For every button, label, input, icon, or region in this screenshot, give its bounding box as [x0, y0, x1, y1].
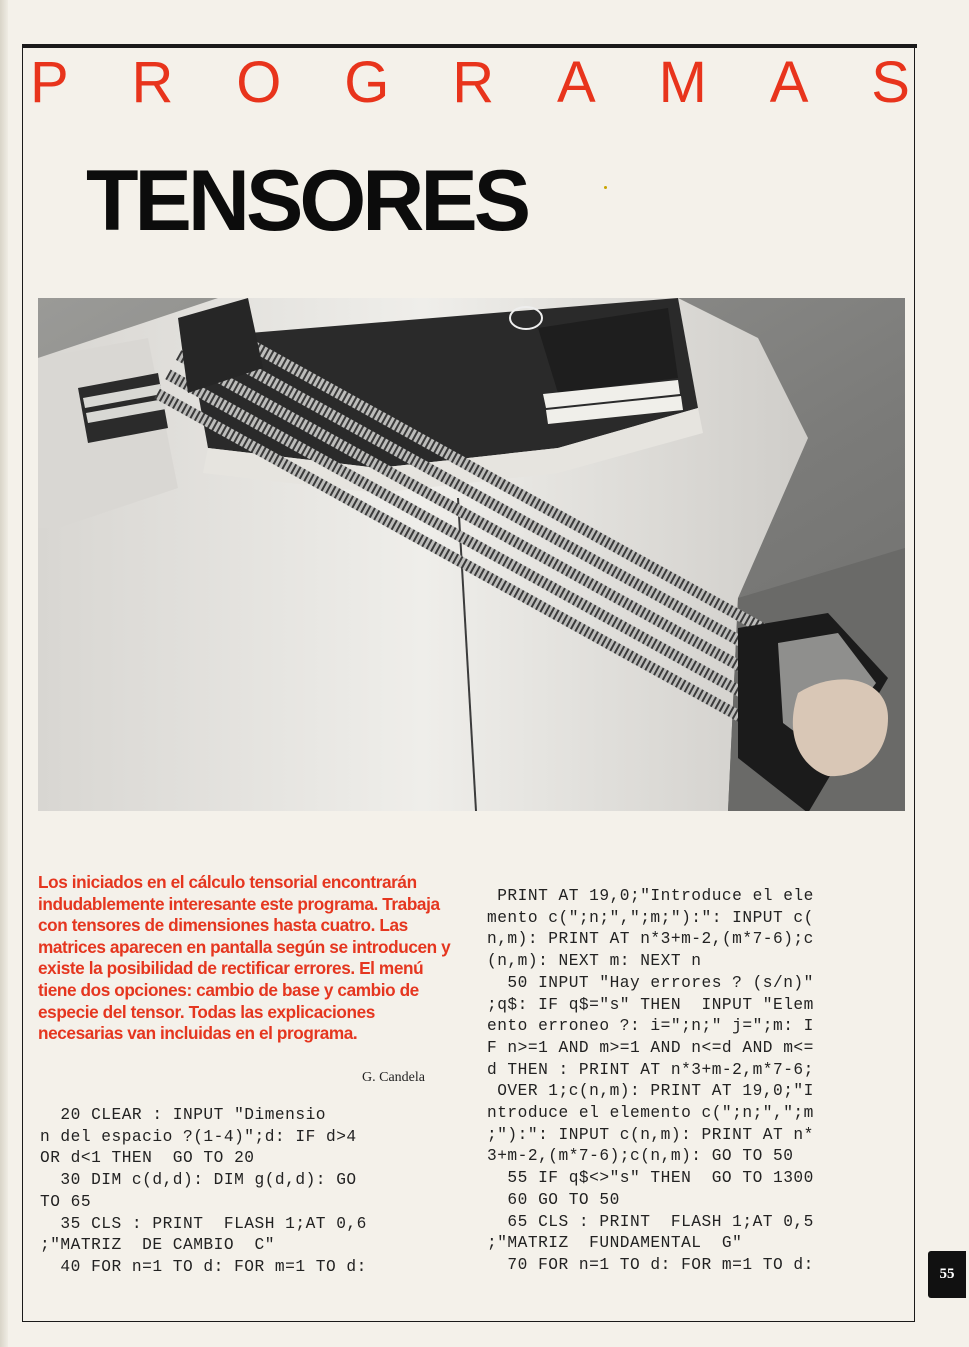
section-letter: M	[658, 49, 707, 115]
section-letter: A	[769, 49, 809, 115]
code-listing-right: PRINT AT 19,0;"Introduce el ele mento c(";n;",";m;"):": INPUT c( n,m): PRINT AT n*3+m-2,(m*7-6);c (n,m): NEXT m: NEXT n 50 INPUT "Hay errores ? (s/n)" ;q$: IF q$="s" THEN INPUT "Elem ento erroneo ?: i=";n;" j=";m: I F n>=1 AND m>=1 AND n<=d AND m<= d THEN : PRINT AT n*3+m-2,m*7-6; OVER 1;c(n,m): PRINT AT 19,0;"I ntroduce el elemento c(";n;",";m ;"):": INPUT c(n,m): PRINT AT n* 3+m-2,(m*7-6);c(n,m): GO TO 50 55 IF q$<>"s" THEN GO TO 1300 60 GO TO 50 65 CLS : PRINT FLASH 1;AT 0,5 ;"MATRIZ FUNDAMENTAL G" 70 FOR n=1 TO d: FOR m=1 TO d:	[487, 887, 814, 1274]
author-byline: G. Candela	[362, 1070, 425, 1085]
page-edge	[0, 0, 8, 1347]
article-title: TENSORES	[86, 153, 528, 249]
chest-expander-photo	[38, 298, 905, 811]
chest-expander-photo-icon	[38, 298, 905, 811]
section-letter: A	[557, 49, 596, 115]
print-speck	[604, 186, 607, 189]
intro-paragraph: Los iniciados en el cálculo tensorial encontrarán indudablemente interesante este programa. Trabaja con tensores de dimensiones hasta cuatro. Las matrices aparecen en pantalla según se introducen y existe la posibilidad de rectificar errores. El menú tiene dos opciones: cambio de base y cambio de especie del tensor. Todas las explicaciones necesarias van incluidas en el programa.	[38, 872, 451, 1044]
section-letter: R	[131, 49, 174, 115]
section-letter: G	[344, 49, 390, 115]
section-header	[30, 49, 910, 115]
section-letter: O	[236, 49, 282, 115]
section-letter: P	[30, 49, 69, 115]
section-letter: S	[871, 49, 910, 115]
section-letter: R	[452, 49, 495, 115]
page-number: 55	[928, 1251, 966, 1298]
code-listing-left: 20 CLEAR : INPUT "Dimensio n del espacio ?(1-4)";d: IF d>4 OR d<1 THEN GO TO 20 30 DIM c(d,d): DIM g(d,d): GO TO 65 35 CLS : PRINT FLASH 1;AT 0,6 ;"MATRIZ DE CAMBIO C" 40 FOR n=1 TO d: FOR m=1 TO d:	[40, 1106, 367, 1276]
